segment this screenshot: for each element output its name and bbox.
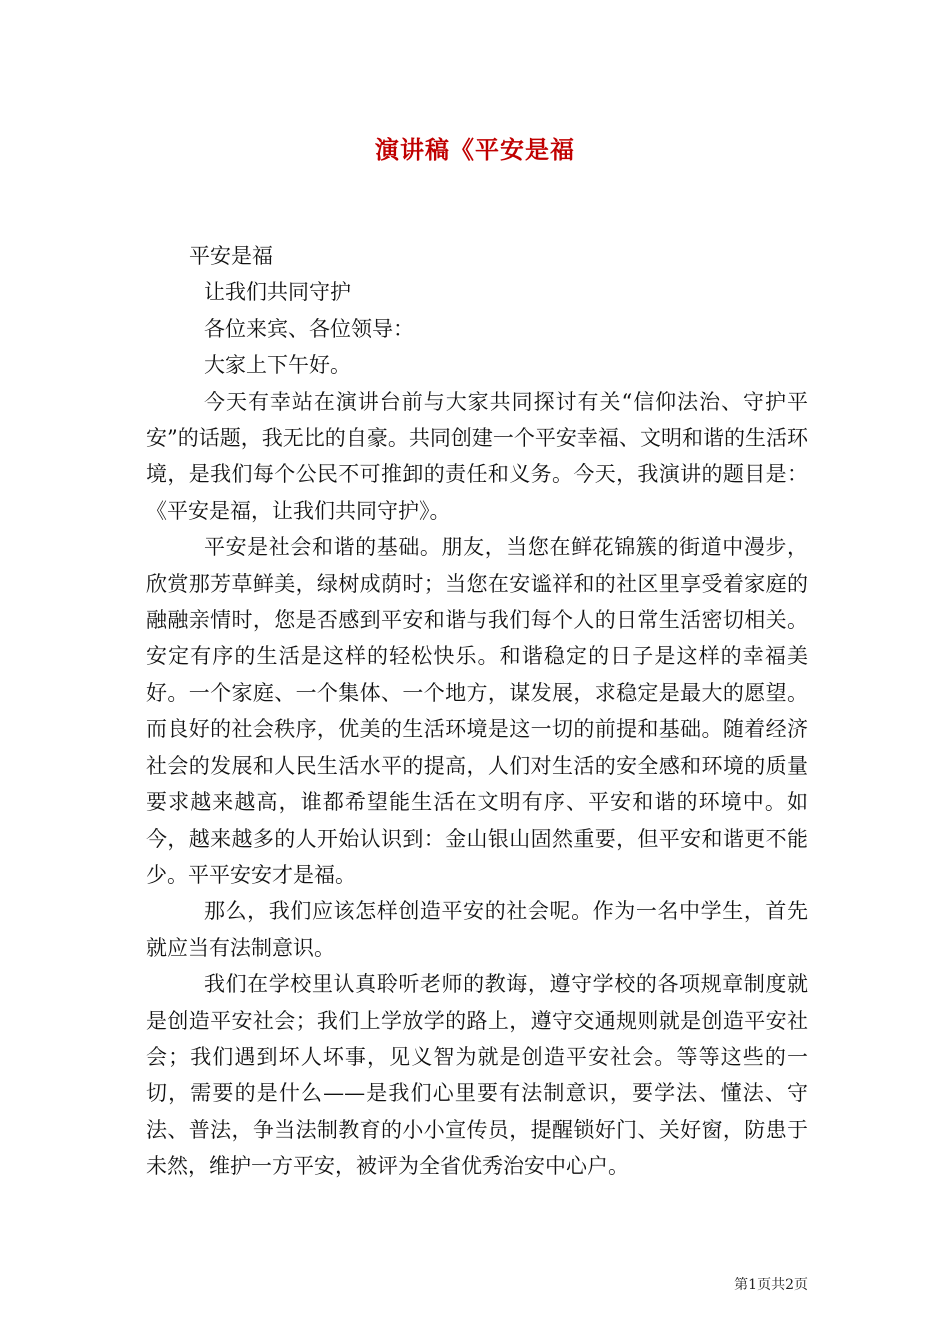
paragraph-1: 今天有幸站在演讲台前与大家共同探讨有关“信仰法治、守护平安”的话题，我无比的自豪。共同创建一个平安幸福、文明和谐的生活环境，是我们每个公民不可推卸的责任和义务。今天，我演讲的题目是：《平安是福，让我们共同守护》。: [146, 389, 808, 523]
heading-line-2: 让我们共同守护: [204, 280, 351, 305]
paragraph-3: 那么，我们应该怎样创造平安的社会呢。作为一名中学生，首先就应当有法制意识。: [146, 899, 808, 960]
paragraph-2: 平安是社会和谐的基础。朋友，当您在鲜花锦簇的街道中漫步，欣赏那芳草鲜美，绿树成荫时；当您在安谧祥和的社区里享受着家庭的融融亲情时，您是否感到平安和谐与我们每个人的日常生活密切相关。安定有序的生活是这样的轻松快乐。和谐稳定的日子是这样的幸福美好。一个家庭、一个集体、一个地方，谋发展，求稳定是最大的愿望。而良好的社会秩序，优美的生活环境是这一切的前提和基础。随着经济社会的发展和人民生活水平的提高，人们对生活的安全感和环境的质量要求越来越高，谁都希望能生活在文明有序、平安和谐的环境中。如今，越来越多的人开始认识到：金山银山固然重要，但平安和谐更不能少。平平安安才是福。: [146, 535, 808, 887]
document-body: [146, 238, 808, 1185]
document-title: 演讲稿《平安是福: [375, 135, 575, 164]
greeting-line: 大家上下午好。: [204, 353, 351, 378]
page-number: 第1页共2页: [734, 1277, 808, 1293]
salutation-line: 各位来宾、各位领导：: [204, 316, 414, 341]
paragraph-4: 我们在学校里认真聆听老师的教诲，遵守学校的各项规章制度就是创造平安社会；我们上学放学的路上，遵守交通规则就是创造平安社会；我们遇到坏人坏事，见义智为就是创造平安社会。等等这些的一切，需要的是什么——是我们心里要有法制意识，要学法、懂法、守法、普法，争当法制教育的小小宣传员，提醒锁好门、关好窗，防患于未然，维护一方平安，被评为全省优秀治安中心户。: [146, 972, 808, 1179]
heading-line-1: 平安是福: [189, 244, 273, 268]
